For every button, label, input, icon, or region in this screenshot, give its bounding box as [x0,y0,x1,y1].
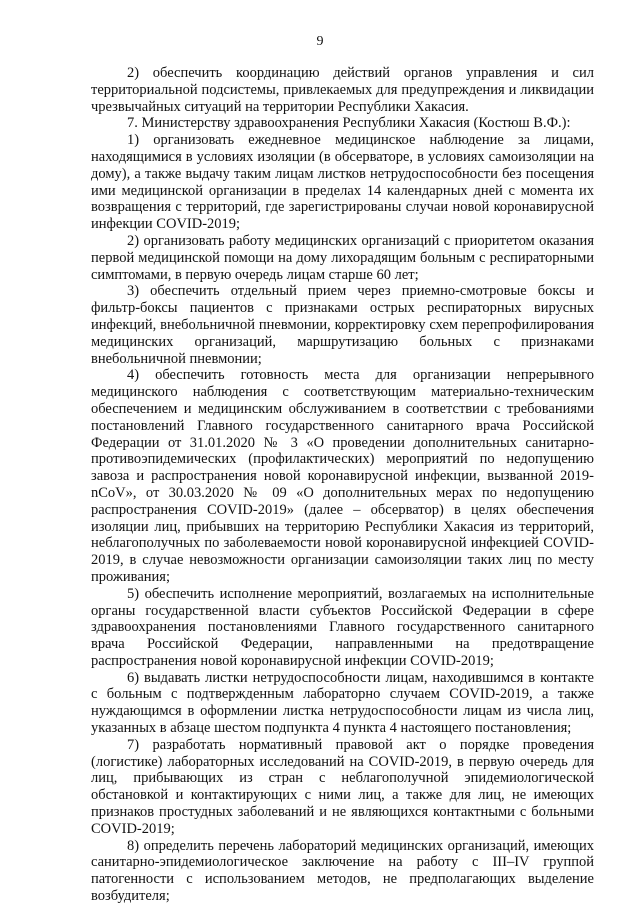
paragraph-item-5-execution: 5) обеспечить исполнение мероприятий, возлагаемых на исполнительные органы государственной власти субъектов Российской Федерации в сфере здравоохранения постановлениями Главного государственного санитарного врача Российской Федерации, направленными на предотвращение распространения новой коронавирусной инфекции COVID-2019; [91,585,594,669]
paragraph-item-2-home-care: 2) организовать работу медицинских организаций с приоритетом оказания первой медицинской помощи на дому лихорадящим больным с респираторными симптомами, в первую очередь лицам старше 60 лет; [91,232,594,283]
paragraph-item-4-observatory: 4) обеспечить готовность места для организации непрерывного медицинского наблюдения с соответствующим материально-техническим обеспечением и медицинским обслуживанием в соответствии с требованиями постановлений Главного государственного санитарного врача Российской Федерации от 31.01.2020 № 3 «О проведении дополнительных санитарно-противоэпидемических (профилактических) мероприятий по недопущению завоза и распространения новой коронавирусной инфекции, вызванной 2019-nCoV», от 30.03.2020 № 09 «О дополнительных мерах по недопущению распространения COVID-2019» (далее – обсерватор) в целях обеспечения изоляции лиц, прибывших на территорию Республики Хакасия из территорий, неблагополучных по заболеваемости новой коронавирусной инфекцией COVID-2019, в случае невозможности организации самоизоляции таких лиц по месту проживания; [91,367,594,585]
paragraph-item-8-lab-list: 8) определить перечень лабораторий медицинских организаций, имеющих санитарно-эпидемиологическое заключение на работу с III–IV группой патогенности с использованием методов, не предполагающих выделение возбудителя; [91,837,594,905]
paragraph-section-7-heading: 7. Министерству здравоохранения Республики Хакасия (Костюш В.Ф.): [127,115,571,132]
paragraph-item-7-lab-logistics: 7) разработать нормативный правовой акт о порядке проведения (логистике) лабораторных исследований на COVID-2019, в первую очередь для лиц, прибывающих из стран с неблагополучной эпидемиологической обстановкой и контактирующих с ними лиц, а также для лиц, не имеющих признаков простудных заболеваний и не являющихся контактными с больными COVID-2019; [91,736,594,837]
paragraph-item-3-filter-boxes: 3) обеспечить отдельный прием через приемно-смотровые боксы и фильтр-боксы пациентов с признаками острых респираторных вирусных инфекций, внебольничной пневмонии, корректировку схем перепрофилирования медицинских организаций, маршрутизацию больных с признаками внебольничной пневмонии; [91,283,594,367]
paragraph-item-2-coordination: 2) обеспечить координацию действий органов управления и сил территориальной подсистемы, привлекаемых для предупреждения и ликвидации чрезвычайных ситуаций на территории Республики Хакасия. [91,65,594,115]
paragraph-item-6-sick-leave: 6) выдавать листки нетрудоспособности лицам, находившимся в контакте с больным с подтвержденным лабораторно случаем COVID-2019, а также нуждающимся в оформлении листка нетрудоспособности лицам из числа лиц, указанных в абзаце шестом подпункта 4 пункта 4 настоящего постановления; [91,669,594,737]
paragraph-item-1-observation: 1) организовать ежедневное медицинское наблюдение за лицами, находящимися в условиях изоляции (в обсерваторе, в условиях самоизоляции на дому), а также выдачу таким лицам листков нетрудоспособности без посещения ими медицинской организации в пределах 14 календарных дней с момента их возвращения с территорий, где зарегистрированы случаи новой коронавирусной инфекции COVID-2019; [91,132,594,233]
page-number: 9 [316,34,324,49]
document-body [91,65,594,905]
